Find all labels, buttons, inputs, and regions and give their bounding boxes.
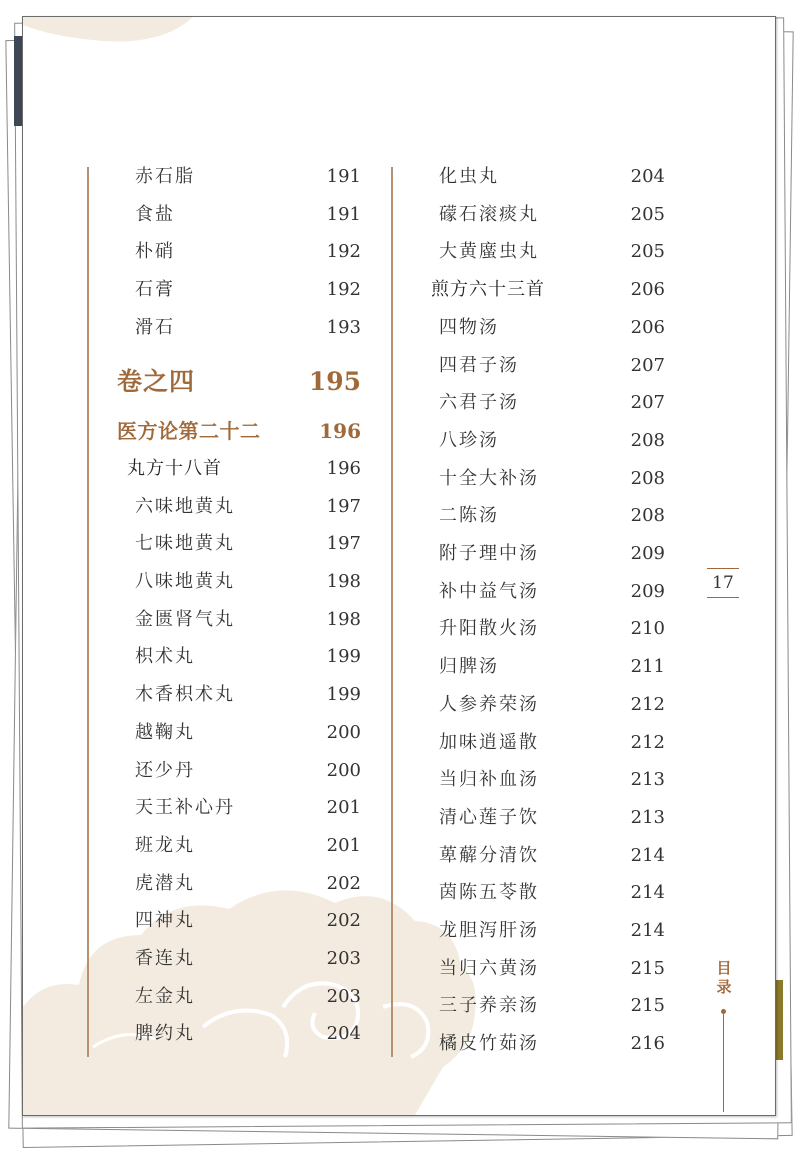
toc-entry-title: 班龙丸 — [135, 834, 195, 856]
toc-entry-title: 朴硝 — [135, 241, 175, 263]
toc-entry-page: 206 — [630, 316, 665, 338]
toc-entry-title: 越鞠丸 — [135, 721, 195, 743]
toc-entry-title: 加味逍遥散 — [439, 731, 539, 753]
toc-entry-title: 虎潜丸 — [135, 872, 195, 894]
toc-entry-title: 八味地黄丸 — [135, 571, 235, 592]
toc-entry-page: 214 — [630, 844, 665, 866]
page-number: 17 — [707, 568, 739, 598]
toc-entry-title: 还少丹 — [135, 759, 195, 781]
toc-entry-page: 198 — [326, 571, 361, 592]
toc-entry-page: 211 — [630, 656, 665, 678]
toc-entry-title: 大黄䗪虫丸 — [439, 241, 539, 263]
toc-entry-title: 赤石脂 — [135, 166, 195, 187]
toc-entry-title: 八珍汤 — [439, 429, 499, 451]
toc-entry-title: 煎方六十三首 — [431, 279, 545, 301]
toc-entry-page: 215 — [630, 957, 665, 979]
toc-entry-page: 200 — [326, 759, 361, 781]
toc-entry-title: 天王补心丹 — [135, 797, 235, 819]
toc-entry-page: 205 — [630, 203, 665, 225]
toc-entry-title: 三子养亲汤 — [439, 995, 539, 1017]
toc-entry-title: 金匮肾气丸 — [135, 608, 235, 630]
toc-entry-page: 199 — [326, 684, 361, 706]
toc-entry-page: 212 — [630, 731, 665, 753]
toc-entry-page: 202 — [326, 872, 361, 894]
toc-entry-page: 209 — [630, 543, 665, 564]
toc-entry-page: 203 — [326, 985, 361, 1007]
section-side-label: 目录 — [716, 959, 732, 996]
toc-entry-page: 216 — [630, 1033, 665, 1055]
toc-entry-title: 当归补血汤 — [439, 769, 539, 791]
toc-entry-title: 六味地黄丸 — [135, 495, 235, 517]
toc-entry-page: 195 — [308, 366, 361, 396]
side-label-line — [723, 1014, 724, 1112]
toc-entry-title: 六君子汤 — [439, 392, 519, 414]
toc-entry-title: 萆薢分清饮 — [439, 844, 539, 866]
toc-entry-title: 枳术丸 — [135, 646, 195, 668]
toc-entry-title: 十全大补汤 — [439, 467, 539, 489]
toc-entry-title: 食盐 — [135, 203, 175, 225]
toc-entry-page: 208 — [630, 505, 665, 527]
toc-entry-page: 201 — [326, 834, 361, 856]
toc-entry-page: 212 — [630, 693, 665, 715]
toc-entry-title: 当归六黄汤 — [439, 957, 539, 979]
book-edge — [14, 36, 22, 126]
toc-entry-title: 卷之四 — [117, 366, 196, 396]
toc-entry-page: 200 — [326, 721, 361, 743]
toc-entry-page: 197 — [326, 533, 361, 555]
toc-entry-title: 龙胆泻肝汤 — [439, 920, 539, 941]
toc-entry-title: 滑石 — [135, 316, 175, 338]
toc-entry-page: 191 — [326, 166, 361, 187]
toc-entry-page: 207 — [630, 354, 665, 376]
toc-entry-page: 202 — [326, 910, 361, 932]
toc-entry-page: 214 — [630, 882, 665, 904]
toc-entry-title: 清心莲子饮 — [439, 806, 539, 828]
toc-entry-page: 213 — [630, 769, 665, 791]
toc-entry-title: 人参养荣汤 — [439, 693, 539, 715]
toc-entry-page: 192 — [326, 279, 361, 301]
toc-entry-title: 化虫丸 — [439, 166, 499, 187]
toc-entry-page: 196 — [326, 457, 361, 479]
toc-entry-page: 204 — [326, 1023, 361, 1045]
toc-entry-page: 208 — [630, 467, 665, 489]
toc-entry-page: 191 — [326, 203, 361, 225]
toc-entry-title: 香连丸 — [135, 948, 195, 969]
book-edge — [776, 980, 783, 1060]
toc-entry-title: 升阳散火汤 — [439, 618, 539, 640]
toc-entry-title: 四物汤 — [439, 316, 499, 338]
toc-entry-page: 199 — [326, 646, 361, 668]
toc-page — [22, 16, 776, 1116]
toc-entry-page: 192 — [326, 241, 361, 263]
toc-entry-page: 196 — [319, 419, 361, 444]
toc-entry-title: 二陈汤 — [439, 505, 499, 527]
toc-entry-title: 左金丸 — [135, 985, 195, 1007]
toc-entry-title: 脾约丸 — [135, 1023, 195, 1045]
toc-entry-page: 215 — [630, 995, 665, 1017]
toc-entry-title: 石膏 — [135, 279, 175, 301]
toc-entry-page: 193 — [326, 316, 361, 338]
column-rule — [87, 167, 89, 1057]
toc-entry-page: 207 — [630, 392, 665, 414]
toc-entry-page: 204 — [630, 166, 665, 187]
toc-entry-page: 205 — [630, 241, 665, 263]
toc-entry-page: 209 — [630, 580, 665, 602]
toc-entry-title: 医方论第二十二 — [117, 419, 261, 444]
toc-entry-title: 四君子汤 — [439, 354, 519, 376]
toc-entry-page: 201 — [326, 797, 361, 819]
toc-entry-title: 七味地黄丸 — [135, 533, 235, 555]
toc-entry-page: 214 — [630, 920, 665, 941]
toc-entry-title: 归脾汤 — [439, 656, 499, 678]
toc-entry-page: 208 — [630, 429, 665, 451]
column-rule — [391, 167, 393, 1057]
toc-entry-page: 213 — [630, 806, 665, 828]
toc-entry-title: 补中益气汤 — [439, 580, 539, 602]
toc-entry-title: 丸方十八首 — [127, 457, 222, 479]
toc-entry-page: 197 — [326, 495, 361, 517]
toc-entry-title: 四神丸 — [135, 910, 195, 932]
toc-entry-title: 礞石滚痰丸 — [439, 203, 539, 225]
toc-entry-page: 206 — [630, 279, 665, 301]
toc-entry-page: 198 — [326, 608, 361, 630]
toc-entry-title: 茵陈五苓散 — [439, 882, 539, 904]
toc-entry-title: 橘皮竹茹汤 — [439, 1033, 539, 1055]
toc-entry-title: 附子理中汤 — [439, 543, 539, 564]
toc-entry-page: 203 — [326, 948, 361, 969]
toc-entry-page: 210 — [630, 618, 665, 640]
toc-entry-title: 木香枳术丸 — [135, 684, 235, 706]
